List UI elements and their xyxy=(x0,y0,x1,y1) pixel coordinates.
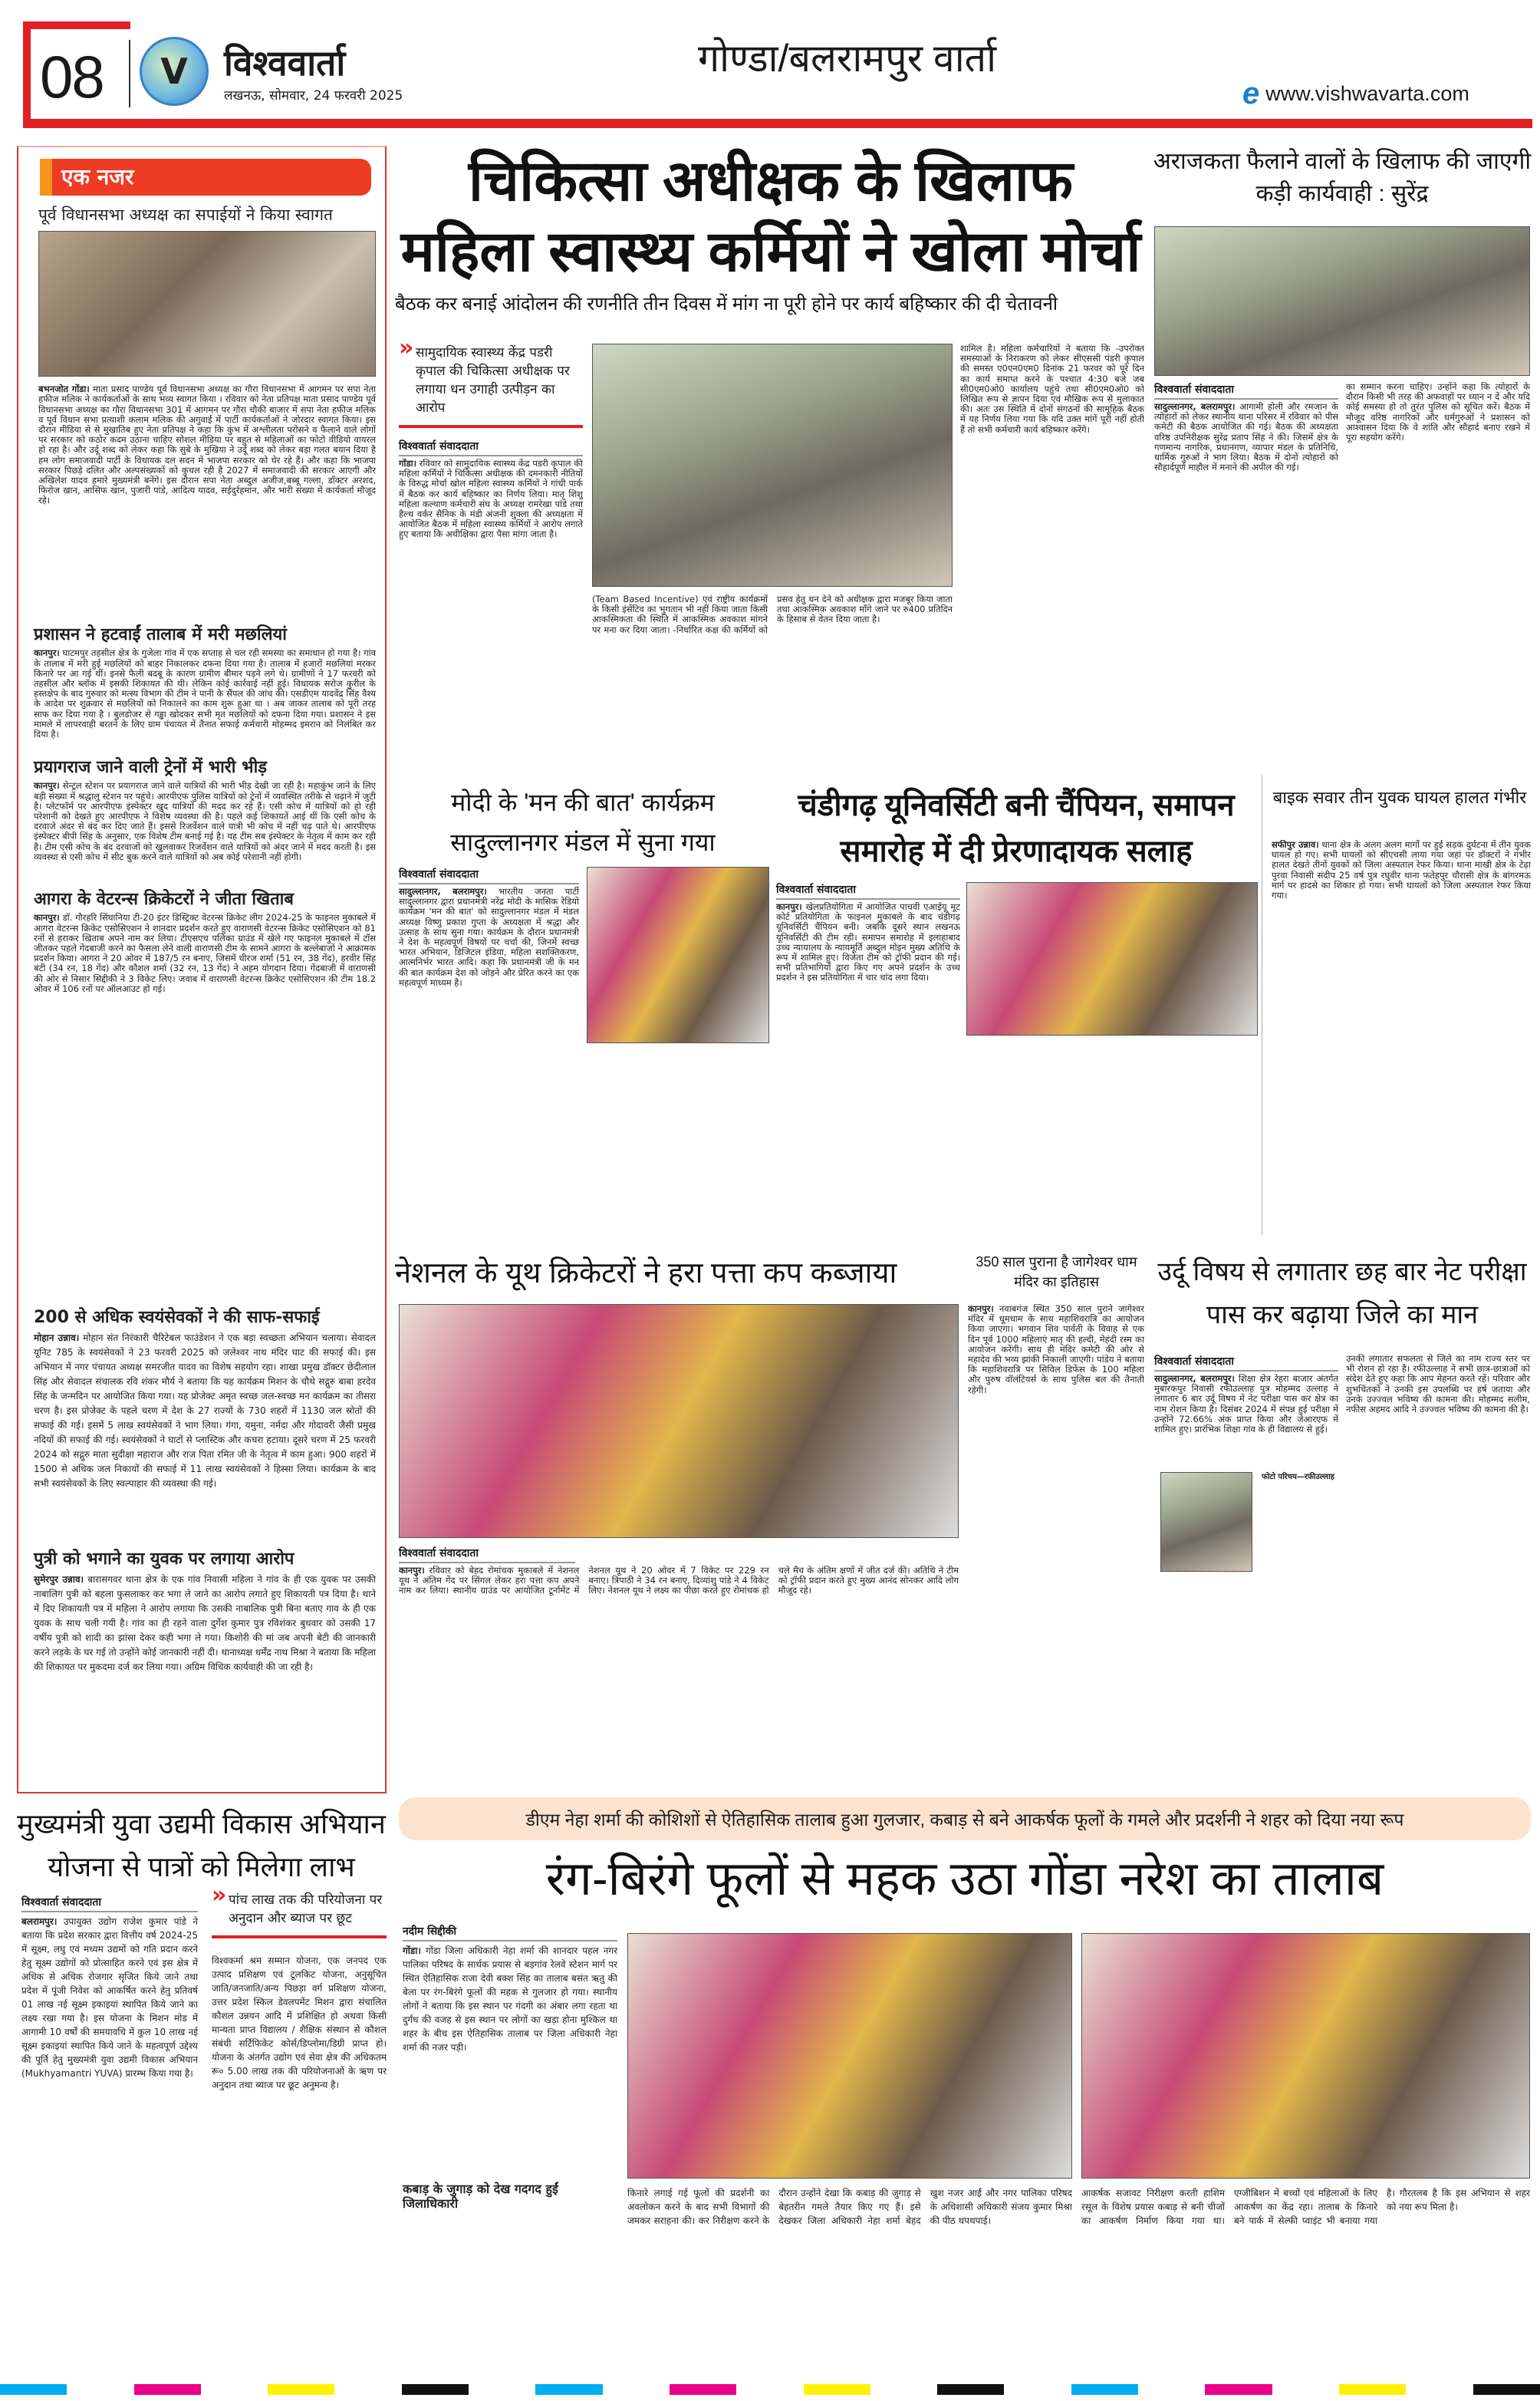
brief-body xyxy=(34,1331,376,1491)
body-text-1: भारतीय जनता पार्टी सादुल्लानगर द्वारा प्रधानमंत्री नरेंद्र मोदी के मासिक रेडियो कार्यक्रम 'मन की बात' को सादुल्लानगर मंडल में मंडल अध्यक्ष विष्णु प्रकाश गुप्ता के अध्यक्षता में श्रद्धा और उत्साह के साथ सुना गया। कार्यक्रम के दौरान प्रधानमंत्री ने देश के महत्वपूर्ण विषयों पर चर्चा की, जिनमें स्वच्छ भारत अभियान, डिजिटल इंडिया, महिला सशक्तिकरण, आत्मनिर्भर भारत आदि। कहा कि प्रधानमंत्री जी के मन की बात कार्यक्रम देश को जोड़ने और प्रेरित करने का एक महत्वपूर्ण माध्यम है। xyxy=(399,887,579,988)
dateline: गोंडा। xyxy=(403,1945,421,1956)
main-subhead: बैठक कर बनाई आंदोलन की रणनीति तीन दिवस में मांग ना पूरी होने पर कार्य बहिष्कार की दी चेतावनी xyxy=(395,294,1058,315)
dateline: कानपुर। xyxy=(34,912,60,924)
brief-4 xyxy=(34,890,376,994)
brand-name: विश्ववार्ता xyxy=(224,42,346,84)
body-text: थाना क्षेत्र के अलग अलग मार्गो पर हुई सड़क दुर्घटना में तीन युवक घायल हो गए। सभी घायलों को सीएचसी लाया गया जहां पर डॉक्टरों ने गंभीर हालत देखते तीनों युवकों को जिला अस्पताल रेफर किया। थाना माखी क्षेत्र के टेढ़ा पुरवा निवासी संदीप 25 वर्ष पुत्र रघुवीर थाना फतेहपुर चौरासी क्षेत्र के बांगरमऊ मार्ग पर हादसे का शिकार हो गया। सभी घायलों को जिला अस्पताल रेफर किया गया। xyxy=(1272,840,1531,901)
modi-headline: मोदी के 'मन की बात' कार्यक्रम सादुल्लानगर मंडल में सुना गया xyxy=(450,789,716,856)
logo-letter: V xyxy=(160,51,188,92)
urdu-col xyxy=(1154,1354,1338,1572)
body-text xyxy=(21,1915,198,2390)
body-text xyxy=(1154,402,1338,770)
main-body-2: (Team Based Incentive) एवं राष्ट्रीय कार्यक्रमों के किसी इंसेंटिव का भुगतान भी नहीं किया जाता किसी आकस्मिकता की स्थिति में आकस्मिक अवकाश मांगने पर मना कर दिया जाता। -निर्धारित कक्ष की कर्मियों को प्रसव हेतु धन देने को अधीक्षक द्वारा मजबूर किया जाता तथा आकस्मिक अवकाश माँगे जाने पर रु400 प्रतिदिन के हिसाब से वेतन दिया जाता है। xyxy=(592,594,953,635)
dateline: मोहान उन्नाव। xyxy=(34,1332,80,1344)
brief-title: पुत्री को भगाने का युवक पर लगाया आरोप xyxy=(34,1550,295,1569)
dateline: कानपुर। xyxy=(34,780,60,792)
body-text xyxy=(1154,1374,1338,1466)
section-title: गोण्डा/बलरामपुर वार्ता xyxy=(698,37,997,80)
talab-banner: डीएम नेहा शर्मा की कोशिशों से ऐतिहासिक तालाब हुआ गुलजार, कबाड़ से बने आकर्षक फूलों के गमले और प्रदर्शनी ने शहर को दिया नया रूप xyxy=(399,1797,1531,1840)
brief-title: प्रयागराज जाने वाली ट्रेनों में भारी भीड़ xyxy=(34,758,268,777)
body-text-1: गोंडा जिला अधिकारी नेहा शर्मा की शानदार पहल नगर पालिका परिषद के सार्थक प्रयास से बड़गांव रेलवे स्टेशन मार्ग पर स्थित ऐतिहासिक राजा देवी बक्श सिंह का तालाब बसंत ऋतु की बेला पर रंग-बिरंगे फूलों की महक से गुलजार हो गया। स्थानीय लोगों ने बताया कि इस स्थान पर गंदगी का अंबार लगा रहता था दुर्गंध की वजह से इस स्थान पर लोगों का खड़ा होना मुश्किल था शहर के बीच इस ऐतिहासिक तालाब पर जिला अधिकारी नेहा शर्मा की नजर पड़ी। xyxy=(403,1945,617,2053)
dateline: कानपुर। xyxy=(34,647,60,659)
dateline: कानपुर। xyxy=(968,1304,994,1314)
photo xyxy=(1154,226,1530,376)
dateline: सफीपुर उन्नाव। xyxy=(1272,840,1319,850)
byline: नदीम सिद्दीकी xyxy=(403,1924,617,1942)
brief-title: प्रशासन ने हटवाईं तालाब में मरी मछलियां xyxy=(34,625,287,644)
body-text: मोहान संत निरंकारी चैरिटेबल फाउंडेशन ने एक बड़ा स्वच्छता अभियान चलाया। सेवादल यूनिट 785 के स्वयंसेवकों ने 23 फरवरी 2025 को जलेश्वर नाथ मंदिर घाट की सफाई की। इस अभियान में नगर पंचायत अध्यक्ष समरजीत यादव का विशेष सहयोग रहा। शाखा प्रमुख डॉक्टर छेदीलाल सिंह और सेवादल संचालक रवि शंकर मौर्य ने बताया कि यह कार्यक्रम मिशन के चौथे सद्गुरु बाबा हरदेव सिंह के जन्मदिन पर आयोजित किया गया। यह प्रोजेक्ट अमृत स्वच्छ जल-स्वच्छ मन कार्यक्रम का तीसरा चरण है। इस प्रोजेक्ट के पहले चरण में देश के 27 राज्यों के 730 शहरों में 1130 जल स्रोतों की सफाई की गई। इसमें 5 लाख स्वयंसेवकों ने भाग लिया। गंगा, यमुना, नर्मदा और गोदावरी जैसी प्रमुख नदियों की सफाई की गई। स्वयंसेवकों ने घाटों से प्लास्टिक और कचरा हटाया। दूसरे चरण में 25 फरवरी 2024 को सद्गुरु माता सुदीक्षा महाराज और राज पिता रमित जी के नेतृत्व में काम हुआ। 900 शहरों में 1500 से अधिक जल निकायों की सफाई में 11 लाख स्वयंसेवकों ने हिस्सा लिया। कार्यक्रम के बाद सभी स्वयंसेवकों के लिए स्वल्पाहार की व्यवस्था की गई। xyxy=(34,1332,376,1490)
modi-col xyxy=(399,867,579,1247)
photo xyxy=(38,231,376,377)
brief-title: आगरा के वेटरन्स क्रिकेटरों ने जीता खिताब xyxy=(34,890,294,909)
photo-caption: फोटो परिचय—रफीउल्लाह xyxy=(1262,1473,1334,1481)
talab-headline: रंग-बिरंगे फूलों से महक उठा गोंडा नरेश का तालाब xyxy=(545,1853,1384,1905)
dateline: गोंडा। xyxy=(399,459,416,469)
dateline: सुमेरपुर उन्नाव। xyxy=(34,1574,84,1586)
brief-6 xyxy=(34,1550,376,1675)
byline: विश्ववार्ता संवाददाता xyxy=(399,1546,575,1563)
body-text: माता प्रसाद पाण्डेय पूर्व विधानसभा अध्यक्ष का गौरा विधानसभा में आगमन पर सपा नेता हफीज मलिक ने कार्यकर्ताओं के साथ भव्य स्वागत किया । रविवार को नेता प्रतिपक्ष माता प्रसाद पाण्डेय पूर्व विधानसभा अध्यक्ष का गौरा विधानसभा 301 में आगमन पर गौरा चौकी बाजार में सपा नेता हफीज मलिक व पूर्व विधान सभा प्रत्याशी कलाम मलिक की अगुवाई में पार्टी कार्यकर्ताओं ने जोरदार स्वागत किया। इस दौरान मीडिया से से मुखातिब हुए नेता प्रतिपक्ष ने कहा कि कुंभ में अश्लीलता परोसने व फैलाने वाले लोगों पर सरकार को कठोर कदम उठाना चाहिए सोशल मीडिया पर बहुत से महिलाओं का फोटो वीडियो वायरल हो रहा है। और उर्दू शब्द को लेकर कहा कि सुबे के मुखिया ने उर्दू शब्द को लेकर बड़ा गलत बयान दिया है हम लोग समाजवादी पार्टी के विधायक दल सदन में भाजपा सरकार को घेर रहे हैं। और कहा कि भाजपा सरकार पिछड़े दलित और अल्पसंख्यकों को कुचल रही है 2027 में समाजवादी की सरकार आएगी और अखिलेश यादव हमारे मुख्यमंत्री बनेंगे। इस दौरान सपा नेता अब्दुल अजीज,बब्बू गल्ला, डॉक्टर अरशद, फिरोज खान, आसिफ खान, पुजारी पांडे, आदित्य यादव, सईदुर्रहमान, और भारी संख्या में कार्यकर्ता मौजूद रहे। xyxy=(38,384,377,506)
pullquote-rule xyxy=(212,1935,387,1938)
body-text xyxy=(776,902,960,1240)
story-col xyxy=(1154,382,1338,770)
temple-body xyxy=(968,1304,1144,1780)
pullquote: » सामुदायिक स्वास्थ्य केंद्र पडरी कृपाल की चिकित्सा अधीक्षक पर लगाया धन उगाही उत्पीड़न का आरोप xyxy=(399,344,583,417)
dateline: सादुल्लानगर, बलरामपुर। xyxy=(1154,1374,1235,1384)
photo xyxy=(587,867,769,1043)
header-rule-bottom xyxy=(23,119,1532,128)
brief-body xyxy=(38,384,376,506)
story-headline: अराजकता फैलाने वालों के खिलाफ की जाएगी कड़ी कार्यवाही : सुरेंद्र xyxy=(1153,149,1532,206)
photo xyxy=(399,1304,959,1538)
main-col-1 xyxy=(399,344,583,744)
bike-headline: बाइक सवार तीन युवक घायल हालत गंभीर xyxy=(1272,788,1527,807)
body-text-1: रविवार को बेहद रोमांचक मुकाबले में नेशनल यूथ ने अंतिम गेंद पर सिंगल लेकर हरा पत्ता कप अपने नाम कर लिया। स्थानीय ग्राउंड पर आयोजित टूर्नामेंट में नेशनल यूथ ने 20 ओवर में 7 विकेट पर 229 रन बनाए। त्रिपाठी ने 34 रन बनाए, दिव्यांशु पांडे ने 4 विकेट लिए। नेशनल यूथ ने लक्ष्य का पीछा करते हुए रोमांचक हो चले मैच के अंतिम क्षणों में जीत दर्ज की। अतिथि ने टीम को ट्रॉफी प्रदान करते हुए मुख्य आनंद सोनकर आदि लोग मौजूद रहे। xyxy=(399,1566,959,1596)
body-text-1: खेलप्रतियोगिता में आयोजित पाचवी एआईयू मूट कोर्ट प्रतियोगिता के फाइनल मुकाबले के बाद चंडीगढ़ यूनिवर्सिटी चैंपियन बनी। जबकि दूसरे स्थान लखनऊ यूनिवर्सिटी की टीम रही। समापन समारोह में इलाहाबाद उच्च न्यायालय के न्यायमूर्ति अब्दुल मोइन मुख्य अतिथि के रूप में शामिल हुए। विजेता टीम को ट्रॉफी प्रदान की गई। सभी प्रतिभागियों द्वारा किए गए अपने प्रदर्शन के उच्च प्रदर्शन ने इस प्रतियोगिता में चार चांद लगा दिया। xyxy=(776,902,960,983)
brief-2 xyxy=(34,625,376,739)
body-text: घाटमपुर तहसील क्षेत्र के गुजेला गांव में एक सप्ताह से चल रही समस्या का समाधान हो गया है। गांव के तालाब में मरी हुई मछलियों को बाहर निकालकर दफना दिया गया है। तालाब में हजारों मछलियां मरकर किनारे पर आ गई थीं। इनसे फैली बदबू के कारण ग्रामीण बीमार पड़ने लगे थे। ग्रामीणों ने 17 फरवरी को तहसील और ब्लॉक में इसकी शिकायत की थी। लेकिन कोई कार्रवाई नहीं हुई। विधायक सरोज कुरील के हस्तक्षेप के बाद गुरुवार को मत्स्य विभाग की टीम ने पानी के सैंपल की जांच की। एसडीएम यादवेंद्र सिंह वैश्य के आदेश पर शुक्रवार से मछलियों को निकालने का काम शुरू हुआ था । अब जाकर तालाब को पूरी तरह साफ कर दिया गया है । बुलडोजर से गड्ढा खोदकर सभी मृत मछलियों को दफना दिया गया। प्रशासन ने इस मामले में लापरवाही बरतने के लिए ग्राम पंचायत में तैनात सफाई कर्मचारी मोहम्मद इमरान को निलंबित कर दिया है। xyxy=(34,647,377,740)
dateline: कानपुर। xyxy=(399,1566,425,1576)
byline: विश्ववार्ता संवाददाता xyxy=(1154,1354,1338,1372)
body-text: बारासगवर थाना क्षेत्र के एक गांव निवासी महिला ने गांव के ही एक युवक पर उसकी नाबालिग पुत्री को बहला फुसलाकर कर भगा ले जाने का आरोप लगाते हुए शिकायती पत्र दिया है। थाने में दिए शिकायती पत्र में महिला ने आरोप लगाया कि उसकी नाबालिक पुत्री बिना बताए गाव के ही एक युवक के साथ चली गयी है। गांव का ही रहने वाला दुर्गेश कुमार पुत्र रविशंकर बुधवार को उसकी 17 वर्षीय पुत्री को शादी का झांसा देकर कही भगा ले गया। किशोरी की मां जब अपनी बेटी की जानकारी करने लड़के के घर गई तो उन्होंने कोई जानकारी नहीं दी। थानाध्यक्ष धर्मेंद्र नाथ मिश्रा ने बताया कि महिला की शिकायत पर मुकदमा दर्ज कर लिया गया। अग्रिम विधिक कार्यवाही की जा रही है। xyxy=(34,1574,377,1673)
talab-col xyxy=(403,1924,617,2211)
main-photo xyxy=(592,344,953,587)
yojana-col-2 xyxy=(212,1891,387,2353)
talab-body-2: किनारे लगाई गई फूलों की प्रदर्शनी का अवलोकन करने के बाद सभी विभागों की जमकर सराहना की। कर निरीक्षण करने के दौरान उन्होंने देखा कि कबाड़ की जुगाड़ से बेहतरीन गमले तैयार किए गए हैं। इसे देखकर जिला अधिकारी नेहा शर्मा बेहद खुश नजर आईं और नगर पालिका परिषद के अधिशासी अधिकारी संजय कुमार मिश्रा की पीठ थपथपाई। xyxy=(627,2188,1072,2226)
header-rule-top xyxy=(23,21,130,29)
body-text xyxy=(399,1566,959,1788)
pullquote-rule xyxy=(399,425,583,428)
byline: विश्ववार्ता संवाददाता xyxy=(21,1895,198,1912)
cricket-headline: नेशनल के यूथ क्रिकेटरों ने हरा पत्ता कप कब्जाया xyxy=(395,1257,897,1289)
brief-3 xyxy=(34,758,376,862)
photo xyxy=(1081,1933,1530,2179)
brief-title: 200 से अधिक स्वयंसेवकों ने की साफ-सफाई xyxy=(34,1308,320,1327)
body-text: डॉ. गौरहरि सिंघानिया टी-20 इंटर डिस्ट्रिक्ट वेटरन्स क्रिकेट लीग 2024-25 के फाइनल मुकाबले में आगरा वेटरन्स क्रिकेट एसोसिएशन ने शानदार प्रदर्शन करते हुए वाराणसी वेटरन्स क्रिकेट एसोसिएशन को 81 रनों से हराकर खिताब अपने नाम कर लिया। टीएसएच पलिका ग्राउंड में खेले गए फाइनल मुकाबले में टॉस जीतकर पहले गेंदबाजी करने का फैसला लेने वाली वाराणसी टीम के सामने आगरा के बल्लेबाजों ने आक्रामक प्रदर्शन किया। आगरा ने 20 ओवर में 187/5 रन बनाए, जिसमें धीरज शर्मा (51 रन, 38 गेंद), हरवीर सिंह बंटी (34 रन, 18 गेंद) और कौशल शर्मा (32 रन, 13 गेंद) ने अहम योगदान दिया। गेंदबाजी में वाराणसी की ओर से निसार सिद्दीकी ने 3 विकेट लिए। जवाब में वाराणसी वेटरन्स क्रिकेट एसोसिएशन की टीम 18.2 ओवर में 106 रनों पर ऑलआउट हो गई। xyxy=(34,912,376,994)
sub-headline: कबाड़ के जुगाड़ को देख गदगद हुईं जिलाधिकारी xyxy=(403,2182,558,2212)
brief-title: पूर्व विधानसभा अध्यक्ष का सपाईयों ने किया स्वागत xyxy=(38,206,334,224)
brief-body xyxy=(34,1573,376,1675)
yojana-col xyxy=(21,1895,198,2390)
body-text-1: आगामी होली और रमजान के त्योहारों को लेकर स्थानीय थाना परिसर में रविवार को पीस कमेटी की बैठक आयोजित की गई। बैठक की अध्यक्षता वरिष्ठ उपनिरीक्षक सुरेंद्र प्रताप सिंह ने की। जिसमें क्षेत्र के गणमान्य नागरिक, प्रधानगण, व्यापार मंडल के प्रतिनिधि, धार्मिक गुरुओं ने भाग लिया। बैठक में दोनों त्योहारों को सौहार्दपूर्ण माहौल में मनाने की अपील की गई। xyxy=(1154,402,1338,473)
byline: विश्ववार्ता संवाददाता xyxy=(399,439,583,456)
body-text-1: उपायुक्त उद्योग राजेश कुमार पांडे ने बताया कि प्रदेश सरकार द्वारा वित्तीय वर्ष 2024-25 में सूक्ष्म, लघु एवं मध्यम उद्यमों को गति प्रदान करने हेतु सूक्ष्म उद्योगों को प्रोत्साहित करने एवं इस क्षेत्र में अधिक से अधिक रोजगार सृजित किये जाने तथा प्रदेश में पूंजी निवेश को आकर्षित करने हेतु प्रतिवर्ष 01 लाख नई सूक्ष्म इकाइयां स्थापित किये जाने का लक्ष्य रखा गया है। इस योजना के मिशन मोड में आगामी 10 वर्षों की समयावधि में कुल 10 लाख नई सूक्ष्म इकाइयां स्थापित किये जाने के महत्वपूर्ण उद्देश्य की पूर्ति हेतु मुख्यमंत्री युवा उद्यमी विकास अभियान (Mukhyamantri YUVA) प्रारम्भ किया गया है। xyxy=(21,1916,198,2079)
portrait-photo xyxy=(1160,1472,1252,1572)
urdu-body-2: उनकी लगातार सफलता से जिले का नाम राज्य स्तर पर भी रोशन हो रहा है। रफीउल्लाह ने सभी छात्र-छात्राओं को संदेश देते हुए कहा कि आप मेहनत करते रहें। परिवार और शुभचिंतकों ने उनकी इस उपलब्धि पर हर्ष जताया और उनके उज्ज्वल भविष्य की कामना की। मोहम्मद सलीम, नफीस अहमद आदि ने उज्ज्वल भविष्य की कामना की है। xyxy=(1346,1354,1530,1415)
website[interactable] xyxy=(1242,77,1469,111)
main-body-3: शामिल है। महिला कर्मचारियों ने बताया कि -उपरोक्त समस्याओं के निराकरण को लेकर सीएससी पंडरी कृपाल की समस्त ए0एन0एम0 दिनांक 21 फरवर को पूरे दिन का कार्य समाप्त करने के पश्चात 4:30 बजे जब सी0एम0ओ0 कार्यालय पहुंचे तथा सी0एम0ओ0 को लिखित रूप से ज्ञापन दिया एवं मौखिक रूप से मुलाकात की। अतः उस स्थिति में दोनों संगठनों की सामूहिक बैठक में यह निर्णय लिया गया कि यदि उक्त मांगें पूरी नहीं होती हैं तो सभी कर्मचारी कार्य बहिष्कार करेंगे। xyxy=(960,344,1144,435)
urdu-headline: उर्दू विषय से लगातार छह बार नेट परीक्षा पास कर बढ़ाया जिले का मान xyxy=(1157,1257,1527,1329)
photo xyxy=(966,882,1258,1036)
brief-5 xyxy=(34,1308,376,1491)
browser-icon: e xyxy=(1242,77,1260,110)
talab-body-3: आकर्षक सजावट निरीक्षण करती हाशिम रसूल के विशेष प्रयास कबाड़ से बनी चीजों का आकर्षण निर्माण किया गया था। एग्जीबिशन में बच्चों एवं महिलाओं के लिए आकर्षण का केंद्र रहा। तालाब के किनारे बने पार्क में सेल्फी प्वाइंट भी बनाया गया है। गौरतलब है कि इस अभियान से शहर को नया रूप मिला है। xyxy=(1081,2188,1530,2226)
body-text xyxy=(399,887,579,1247)
story-body-2: का सम्मान करना चाहिए। उन्होंने कहा कि त्योहारों के दौरान किसी भी तरह की अफवाहों पर ध्यान न दें और यदि कोई समस्या हो तो तुरंत पुलिस को सूचित करें। बैठक में मौजूद वरिष्ठ नागरिकों और धर्मगुरुओं ने प्रशासन को आश्वासन दिया कि वे शांति और सौहार्द बनाए रखने में पूरा सहयोग करेंगे। xyxy=(1346,382,1530,443)
brief-body xyxy=(34,648,376,739)
byline: विश्ववार्ता संवाददाता xyxy=(776,882,960,900)
yojana-headline: मुख्यमंत्री युवा उद्यमी विकास अभियान योजना से पात्रों को मिलेगा लाभ xyxy=(17,1808,386,1882)
divider xyxy=(129,40,130,107)
body-text: सेन्ट्रल स्टेशन पर प्रयागराज जाने वाले यात्रियों की भारी भीड़ देखी जा रही है। महाकुंभ जाने के लिए बड़ी संख्या में श्रद्धालु स्टेशन पर पहुंचे। आरपीएफ पुलिस यात्रियों को ट्रेनों में व्यवस्थित तरीके से चढ़ाने में जुटी है। प्लेटफॉर्म पर आरपीएफ इंस्पेक्टर खुद यात्रियों की मदद कर रहे हैं। एसी कोच में यात्रियों को हो रही परेशानी को देखते हुए आरपीएफ ने विशेष व्यवस्था की है। पहले कई शिकायतें आई थीं कि एसी कोच के दरवाजे अंदर से बंद कर दिए जाते हैं। इससे रिजर्वेशन वाले यात्री भी कोच में नहीं चढ़ पाते थे। आरपीएफ इंस्पेक्टर बीपी सिंह के अनुसार, एक विशेष टीम बनाई गई है। यह टीम सब इंस्पेक्टर के नेतृत्व में काम कर रही है। टीम एसी कोच के बंद दरवाजों को खुलवाकर रिजर्वेशन वाले यात्रियों को अंदर जाने में मदद करती है। इस व्यवस्था से एसी कोच में सीट बुक करने वाले यात्रियों को अब कोई परेशानी नहीं होगी। xyxy=(34,780,376,862)
dateline: कानपुर। xyxy=(776,902,802,912)
main-headline: चिकित्सा अधीक्षक के खिलाफ महिला स्वास्थ्य कर्मियों ने खोला मोर्चा xyxy=(400,149,1141,283)
dateline: सादुल्लानगर, बलरामपुर। xyxy=(399,887,487,897)
body-text xyxy=(399,459,583,744)
temple-headline: 350 साल पुराना है जागेश्वर धाम मंदिर का इतिहास xyxy=(976,1254,1137,1289)
byline: विश्ववार्ता संवाददाता xyxy=(399,867,579,884)
cricket-body xyxy=(399,1546,959,1788)
brand-logo xyxy=(140,37,209,106)
edition-date: लखनऊ, सोमवार, 24 फरवरी 2025 xyxy=(224,88,403,104)
ek-najar-banner: एक नजर xyxy=(40,159,371,196)
bike-body xyxy=(1272,840,1531,1224)
dateline: बलरामपुर। xyxy=(21,1916,58,1927)
body-text: विश्वकर्मा श्रम सम्मान योजना, एक जनपद एक उत्पाद प्रशिक्षण एवं टूलकिट योजना, अनुसूचित जाति/जनजाति/अन्य पिछड़ा वर्ग प्रशिक्षण योजना, उत्तर प्रदेश स्किल डेवलपमेंट मिशन द्वारा संचालित कौशल उन्नयन आदि में प्रशिक्षित हो अथवा किसी मान्यता प्राप्त विद्यालय / शैक्षिक संस्थान से कौशल संबंधी सर्टिफिकेट कोर्स/डिप्लोमा/डिग्री प्राप्त हो। योजना के अंतर्गत उद्योग एवं सेवा क्षेत्र की अधिकतम रू० 5.00 लाख तक की परियोजनाओं के ऋण पर अनुदान तथा ब्याज पर छूट अनुमन्य है। xyxy=(212,1955,387,2090)
chandigarh-headline: चंडीगढ़ यूनिवर्सिटी बनी चैंपियन, समापन समारोह में दी प्रेरणादायक सलाह xyxy=(798,789,1235,868)
brief-1 xyxy=(38,206,376,506)
pullquote: » पांच लाख तक की परियोजना पर अनुदान और ब्याज पर छूट xyxy=(212,1891,387,1928)
dateline: बभनजोत गोंडा। xyxy=(38,384,90,395)
brief-body xyxy=(34,913,376,994)
photo xyxy=(627,1933,1072,2179)
brief-body xyxy=(34,781,376,862)
page-number: 08 xyxy=(40,43,104,110)
body-text-1: शिक्षा क्षेत्र रेहरा बाजार अंतर्गत मुबारकपुर निवासी रफीउल्लाह पुत्र मोहम्मद उल्लाह ने लगातार 6 बार उर्दू विषय में नेट परीक्षा पास कर क्षेत्र का नाम रोशन किया है। दिसंबर 2024 में संपन्न हुई परीक्षा में उन्होंने 72.66% अंक प्राप्त किया और जेआरएफ में शामिल हुए। प्रारंभिक शिक्षा गांव के ही विद्यालय से हुई। xyxy=(1154,1374,1338,1435)
body-text xyxy=(403,1944,617,2174)
header-rule-left xyxy=(23,21,31,125)
dateline: सादुल्लानगर, बलरामपुर। xyxy=(1154,402,1236,412)
body-text: नवाबगंज स्थित 350 साल पुराने जागेश्वर मंदिर में धूमधाम के साथ महाशिवरात्रि का आयोजन किया जाएगा। भगवान शिव पार्वती के विवाह से एक दिन पूर्व 1000 महिलाएं मातृ की हल्दी, मेहंदी रस्म का आयोजन करेंगी। साथ ही मंदिर कमेटी की ओर से महादेव की भव्य झांकी निकाली जाएगी। पांडेय ने बताया कि महाशिवरात्रि पर सिविल डिफेंस के 100 महिला और पुरुष वॉलंटियर्स के साथ पुलिस बल की तैनाती रहेगी। xyxy=(968,1304,1144,1395)
color-registration-bar xyxy=(0,2384,1540,2395)
website-url[interactable]: www.vishwavarta.com xyxy=(1265,82,1469,105)
byline: विश्ववार्ता संवाददाता xyxy=(1154,382,1338,400)
chandigarh-col xyxy=(776,882,960,1240)
body-text-1: रविवार को सामुदायिक स्वास्थ्य केंद्र पडरी कृपाल की महिला कर्मियों ने चिकित्सा अधीक्षक की दमनकारी नीतियों के विरुद्ध मोर्चा खोल महिला स्वास्थ्य कर्मियों ने गांधी पार्क में बैठक कर कार्य बहिष्कार का निर्णय लिया। मातृ शिशु महिला कल्याण कर्मचारी संघ के अध्यक्ष रामरेखा पांडे तथा हैल्थ वर्कर सैनिक के मंडी अंजनी शुक्ला की अध्यक्षता में आयोजित बैठक में महिला स्वास्थ्य कर्मियों ने आरोप लगाते हुए बताया कि अधीक्षिका द्वारा पैसा मांगा जाता है। xyxy=(399,459,583,540)
